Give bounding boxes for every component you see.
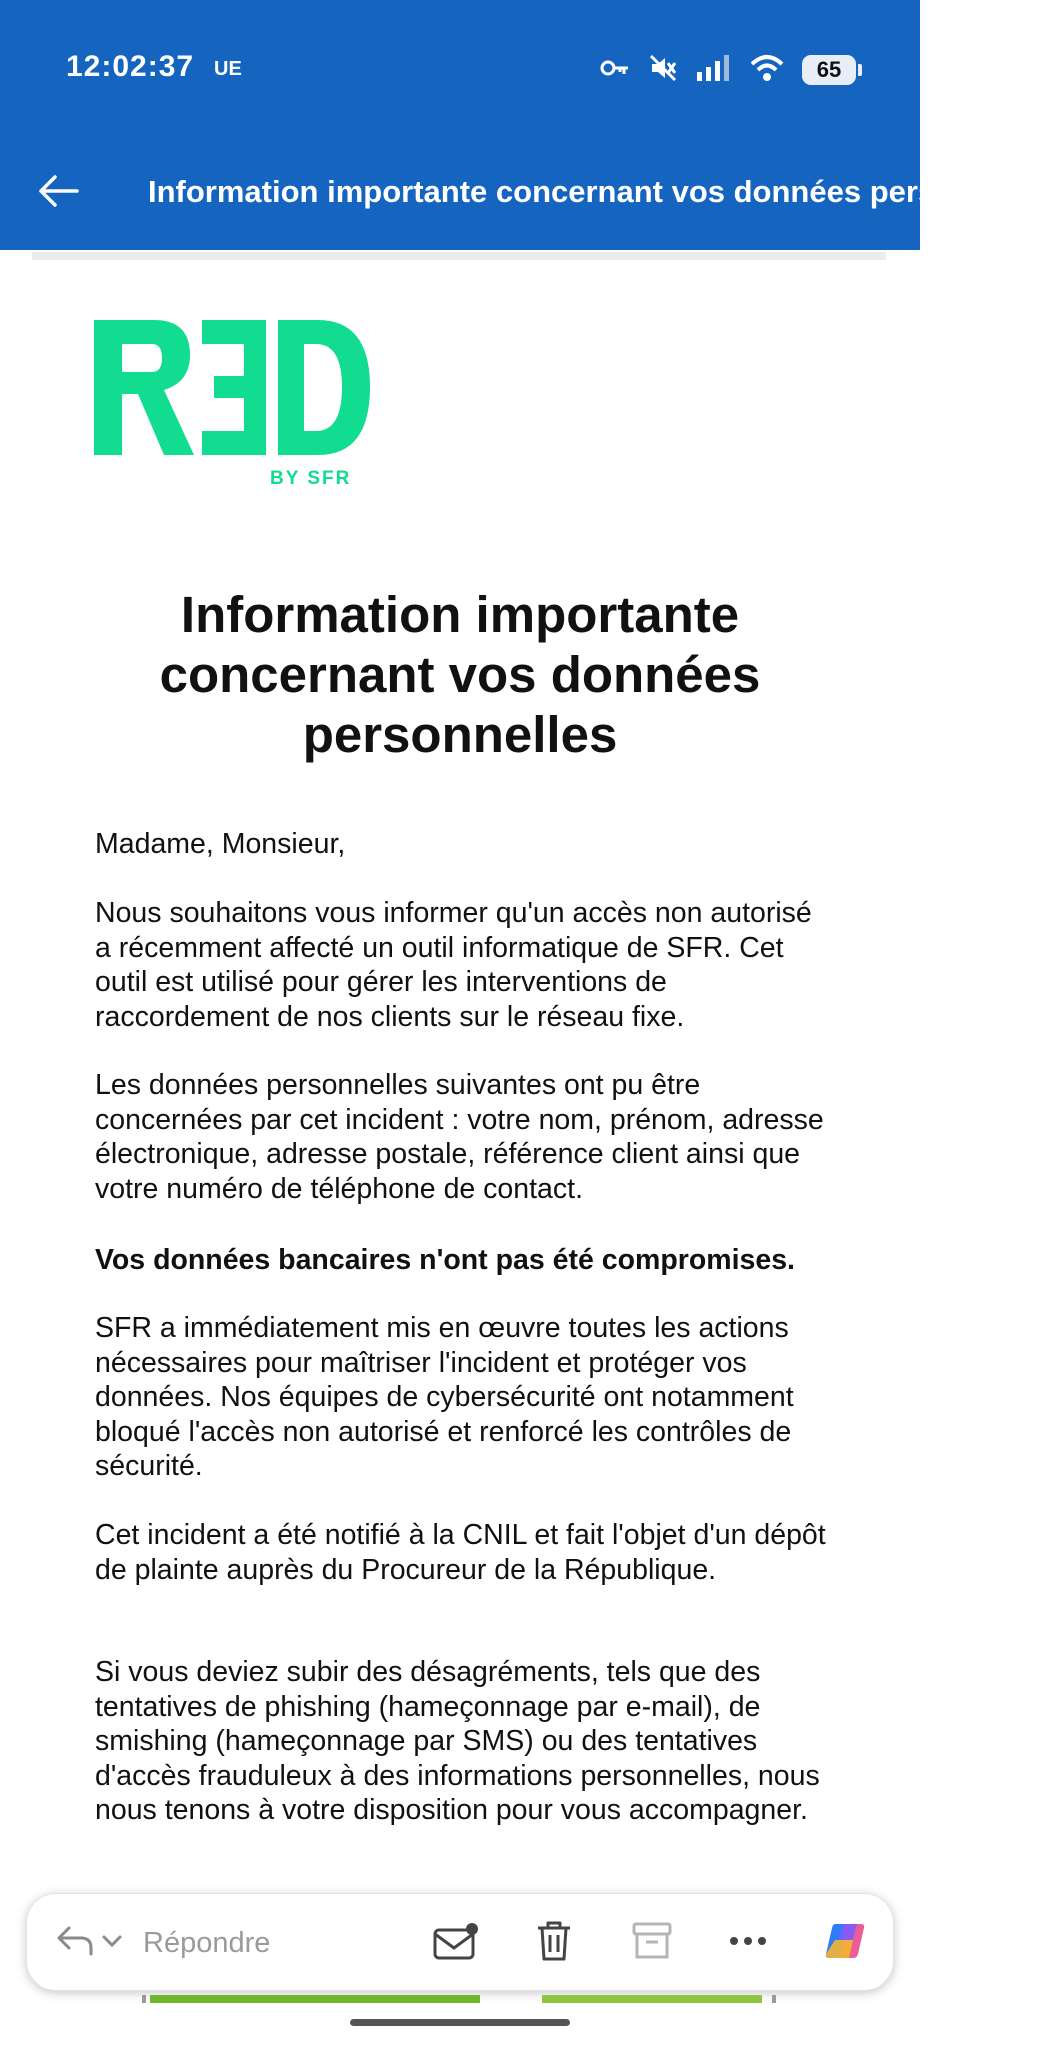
reply-icon <box>55 1924 95 1963</box>
wifi-icon <box>750 54 784 87</box>
paragraph-1: Nous souhaitons vous informer qu'un accès non autorisé a récemment affecté un outil informatique de SFR. Cet outil est utilisé pour gérer les interventions de raccordement de nos clients sur le réseau fixe. <box>95 897 812 1033</box>
toolbar-title: Information importante concernant vos données personnelles <box>148 174 1061 209</box>
arrow-left-icon <box>37 174 79 213</box>
email-heading: Information importante concernant vos données personnelles <box>159 586 761 763</box>
message-action-bar <box>26 1893 894 1991</box>
reply-label: Répondre <box>143 1926 271 1959</box>
mute-icon <box>648 53 678 88</box>
mark-unread-button[interactable] <box>429 1916 483 1970</box>
back-button[interactable] <box>30 168 86 218</box>
reply-button[interactable] <box>55 1916 270 1970</box>
signal-icon <box>696 54 732 87</box>
paragraph-5: Si vous deviez subir des désagréments, tels que des tentatives de phishing (hameçonnage par e-mail), de smishing (hameçonnage par SMS) ou des tentatives d'accès frauduleux à des informations personnelles, nous nous tenons à votre disposition pour vous accompagner. <box>95 1656 820 1826</box>
status-time: 12:02:37 <box>66 50 195 83</box>
more-button[interactable] <box>721 1916 775 1970</box>
content-peek <box>142 1990 778 1998</box>
home-indicator[interactable] <box>350 2019 570 2026</box>
paragraph-4: Cet incident a été notifié à la CNIL et fait l'objet d'un dépôt de plainte auprès du Procureur de la République. <box>95 1519 826 1586</box>
logo-subtext: BY SFR <box>270 468 352 489</box>
content-divider <box>32 252 886 260</box>
paragraph-2: Les données personnelles suivantes ont pu être concernées par cet incident : votre nom, prénom, adresse électronique, adresse postale, référence client ainsi que votre numéro de téléphone de contact. <box>95 1069 824 1205</box>
archive-button[interactable] <box>625 1916 679 1970</box>
copilot-button[interactable] <box>819 1916 873 1970</box>
paragraph-bold: Vos données bancaires n'ont pas été compromises. <box>95 1244 795 1276</box>
mark-unread-icon <box>432 1920 480 1967</box>
vpn-key-icon <box>600 57 630 84</box>
red-by-sfr-logo <box>94 320 374 490</box>
status-icons <box>600 50 856 90</box>
delete-button[interactable] <box>527 1916 581 1970</box>
copilot-icon <box>823 1918 869 1969</box>
battery-icon: 65 <box>802 55 856 85</box>
chevron-down-icon[interactable] <box>101 1933 123 1954</box>
greeting: Madame, Monsieur, <box>95 828 346 860</box>
status-carrier: UE <box>214 58 242 80</box>
app-bar <box>0 0 1061 250</box>
more-icon <box>728 1934 768 1952</box>
archive-icon <box>631 1921 673 1966</box>
paragraph-3: SFR a immédiatement mis en œuvre toutes les actions nécessaires pour maîtriser l'incident et protéger vos données. Nos équipes de cybersécurité ont notamment bloqué l'accès non autorisé et renforcé les contrôles de sécurité. <box>95 1312 794 1482</box>
delete-icon <box>534 1919 574 1968</box>
